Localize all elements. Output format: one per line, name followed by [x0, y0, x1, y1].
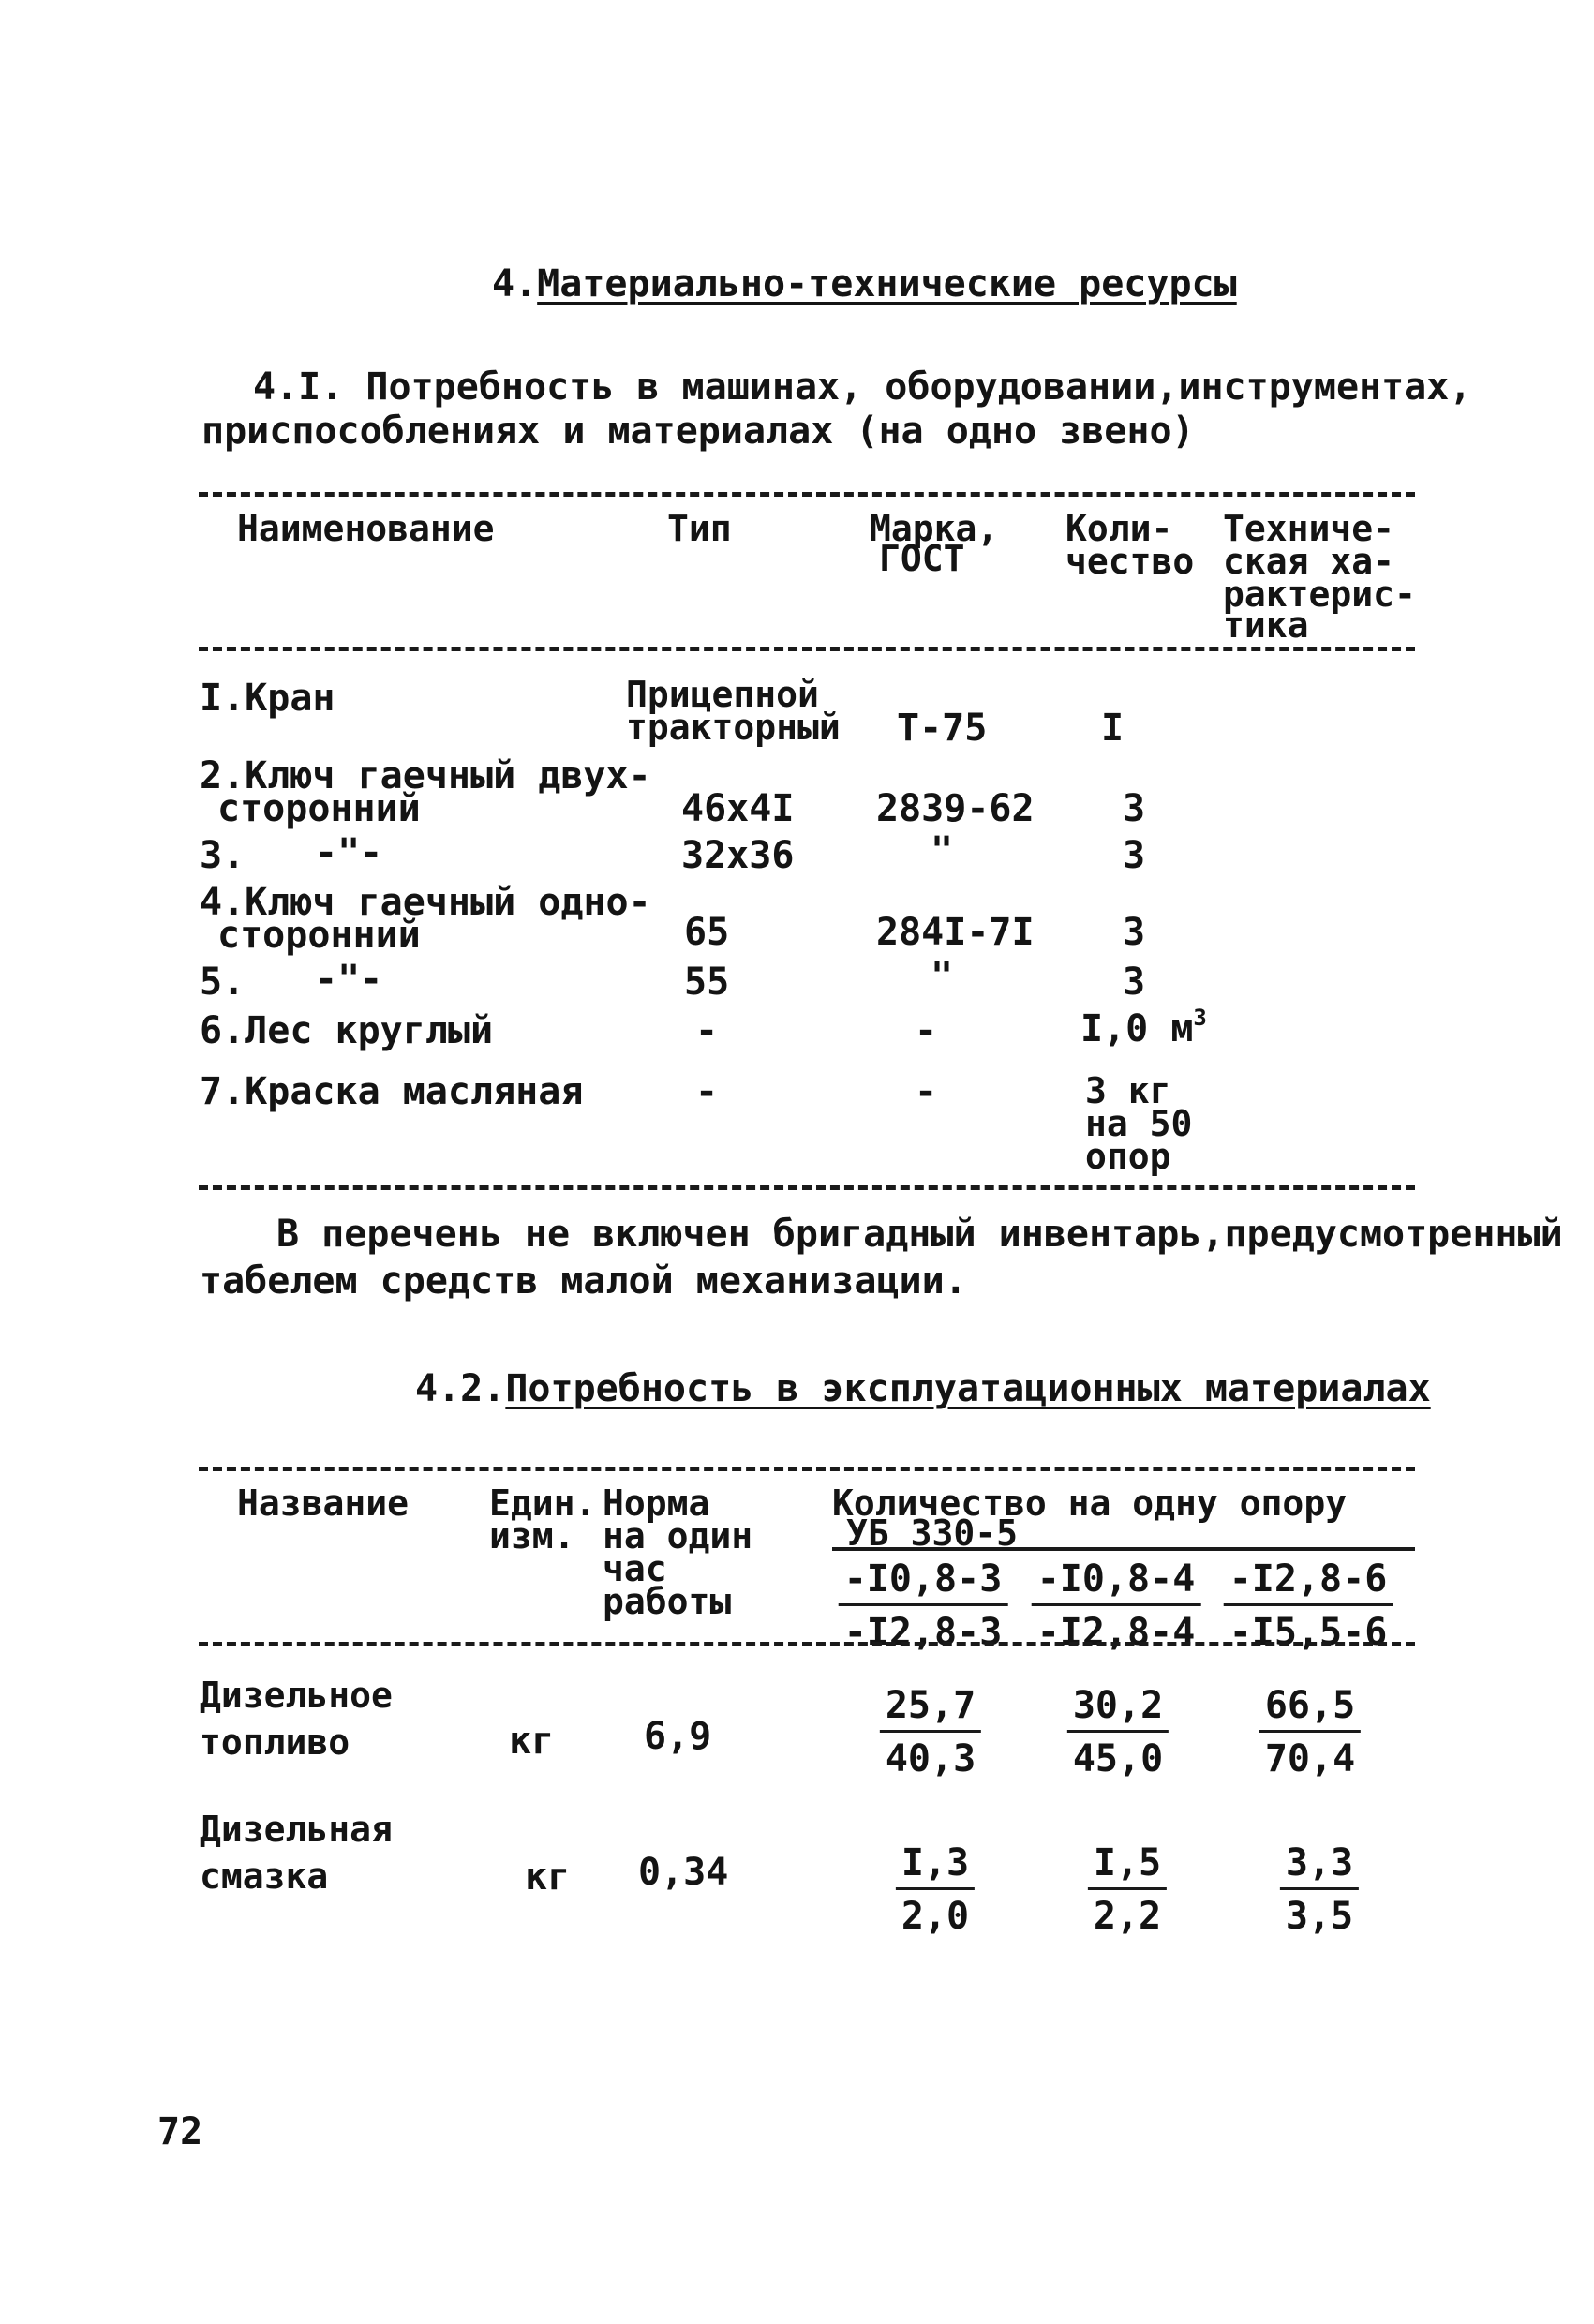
sub-header-3-den: -I5,5-6 [1229, 1611, 1388, 1654]
row-mark: 284I-7I [876, 911, 1035, 954]
row-name: I.Кран [200, 677, 335, 720]
col-norm-header-2: на один [603, 1515, 753, 1557]
row-qty-value: I,0 м [1080, 1007, 1194, 1050]
col-tech-header-3: рактерис- [1223, 574, 1416, 615]
row-type-1: Прицепной [626, 674, 819, 715]
row-mark: 2839-62 [876, 787, 1035, 830]
s41-heading-line1: 4.I. Потребность в машинах, оборудовании,инструментах, [253, 365, 1472, 409]
value-col-2-num: 30,2 [1067, 1687, 1169, 1733]
row-ditto: -"- [315, 958, 383, 1001]
value-col-3-num: 3,3 [1280, 1844, 1359, 1890]
sub-header-2-num: -I0,8-4 [1032, 1560, 1201, 1606]
row-qty-1: 3 кг [1085, 1070, 1171, 1111]
sub-header-1-num: -I0,8-3 [839, 1560, 1008, 1606]
value-col-1-num: 25,7 [880, 1687, 981, 1733]
sub-header-2 [1032, 1557, 1201, 1654]
table1-bottom-rule [199, 1185, 1415, 1190]
row-name-2: топливо [200, 1721, 350, 1763]
value-col-2 [1067, 1684, 1169, 1780]
row-name: 7.Краска масляная [200, 1070, 584, 1113]
row-name-2: смазка [200, 1855, 329, 1897]
col-name-header: Название [237, 1482, 410, 1524]
value-col-3-num: 66,5 [1259, 1687, 1361, 1733]
col-mark-header-1: Марка, [870, 508, 999, 549]
col-unit-header-1: Един. [489, 1482, 597, 1524]
row-qty: 3 [1123, 961, 1146, 1004]
row-type: 65 [684, 911, 730, 954]
row-name-1: 2.Ключ гаечный двух- [200, 754, 651, 797]
qty-header-rule [832, 1547, 1415, 1551]
table2-top-rule [199, 1467, 1415, 1471]
row-type: - [695, 1009, 719, 1052]
value-col-2 [1088, 1841, 1167, 1938]
value-col-1-den: 40,3 [885, 1737, 976, 1780]
row-type: - [695, 1070, 719, 1113]
s41-heading-line2: приспособлениях и материалах (на одно звено) [201, 410, 1195, 453]
row-norm: 0,34 [638, 1851, 729, 1894]
row-type: 55 [684, 961, 730, 1004]
note-line2: табелем средств малой механизации. [200, 1259, 967, 1303]
col-qty-header-1: Коли- [1065, 508, 1173, 549]
row-ditto: -"- [315, 831, 383, 874]
value-col-1-den: 2,0 [901, 1895, 970, 1938]
row-qty: I [1101, 707, 1125, 750]
col-tech-header-1: Техниче- [1223, 508, 1395, 549]
sub-header-3-num: -I2,8-6 [1224, 1560, 1393, 1606]
s42-heading-title: Потребность в эксплуатационных материалах [505, 1367, 1431, 1410]
section-title-text: Материально-технические ресурсы [537, 262, 1237, 305]
table2-header-rule [199, 1642, 1415, 1646]
row-qty-2: на 50 [1085, 1103, 1193, 1144]
value-col-3-den: 3,5 [1285, 1895, 1354, 1938]
row-type-2: тракторный [626, 707, 841, 748]
row-unit: кг [509, 1720, 555, 1763]
value-col-2-den: 2,2 [1093, 1895, 1162, 1938]
note-line1: В перечень не включен бригадный инвентарь,предусмотренный [276, 1213, 1563, 1256]
value-col-2-num: I,5 [1088, 1844, 1167, 1890]
value-col-1 [896, 1841, 975, 1938]
row-qty: 3 [1123, 911, 1146, 954]
row-mark: " [931, 829, 954, 872]
s42-heading [415, 1367, 1431, 1410]
s42-heading-number: 4.2. [415, 1367, 506, 1410]
row-mark: - [915, 1070, 938, 1113]
row-qty-3: опор [1085, 1136, 1171, 1177]
col-qty-header-2: УБ 330-5 [846, 1512, 1019, 1554]
col-unit-header-2: изм. [489, 1515, 575, 1557]
row-name: 3. [200, 834, 246, 877]
col-tech-header-4: тика [1223, 604, 1309, 646]
col-tech-header-2: ская ха- [1223, 541, 1395, 582]
row-name-1: 4.Ключ гаечный одно- [200, 881, 651, 924]
section-title [492, 262, 1237, 305]
col-name-header: Наименование [237, 508, 495, 549]
sub-header-1-den: -I2,8-3 [843, 1611, 1003, 1654]
row-name-1: Дизельная [200, 1809, 393, 1850]
row-qty [1080, 1005, 1207, 1050]
value-col-3 [1259, 1684, 1361, 1780]
value-col-1 [880, 1684, 981, 1780]
section-number: 4. [492, 262, 538, 305]
row-unit: кг [525, 1855, 571, 1899]
value-col-3 [1280, 1841, 1359, 1938]
value-col-3-den: 70,4 [1264, 1737, 1356, 1780]
col-norm-header-1: Норма [603, 1482, 710, 1524]
page-number: 72 [157, 2110, 203, 2153]
row-mark: Т-75 [897, 707, 988, 750]
row-name-2: сторонний [217, 787, 421, 830]
sub-header-1 [839, 1557, 1008, 1654]
row-norm: 6,9 [644, 1715, 712, 1758]
col-qty-header-2: чество [1065, 541, 1195, 582]
row-qty-sup: 3 [1193, 1005, 1207, 1031]
col-qty-header-1: Количество на одну опору [832, 1482, 1348, 1524]
col-norm-header-3: час [603, 1548, 667, 1589]
row-qty: 3 [1123, 787, 1146, 830]
row-type: 32x36 [681, 834, 795, 877]
row-mark: - [915, 1009, 938, 1052]
table1-top-rule [199, 492, 1415, 497]
value-col-2-den: 45,0 [1072, 1737, 1164, 1780]
col-norm-header-4: работы [603, 1581, 732, 1622]
row-name-1: Дизельное [200, 1675, 393, 1716]
col-mark-header-2: ГОСТ [879, 538, 965, 579]
table1-header-rule [199, 647, 1415, 651]
row-name: 6.Лес круглый [200, 1009, 494, 1052]
sub-header-3 [1224, 1557, 1393, 1654]
value-col-1-num: I,3 [896, 1844, 975, 1890]
row-mark: " [931, 955, 954, 998]
col-type-header: Тип [667, 508, 732, 549]
sub-header-2-den: -I2,8-4 [1036, 1611, 1196, 1654]
row-name: 5. [200, 961, 246, 1004]
row-type: 46x4I [681, 787, 795, 830]
row-name-2: сторонний [217, 914, 421, 957]
row-qty: 3 [1123, 834, 1146, 877]
